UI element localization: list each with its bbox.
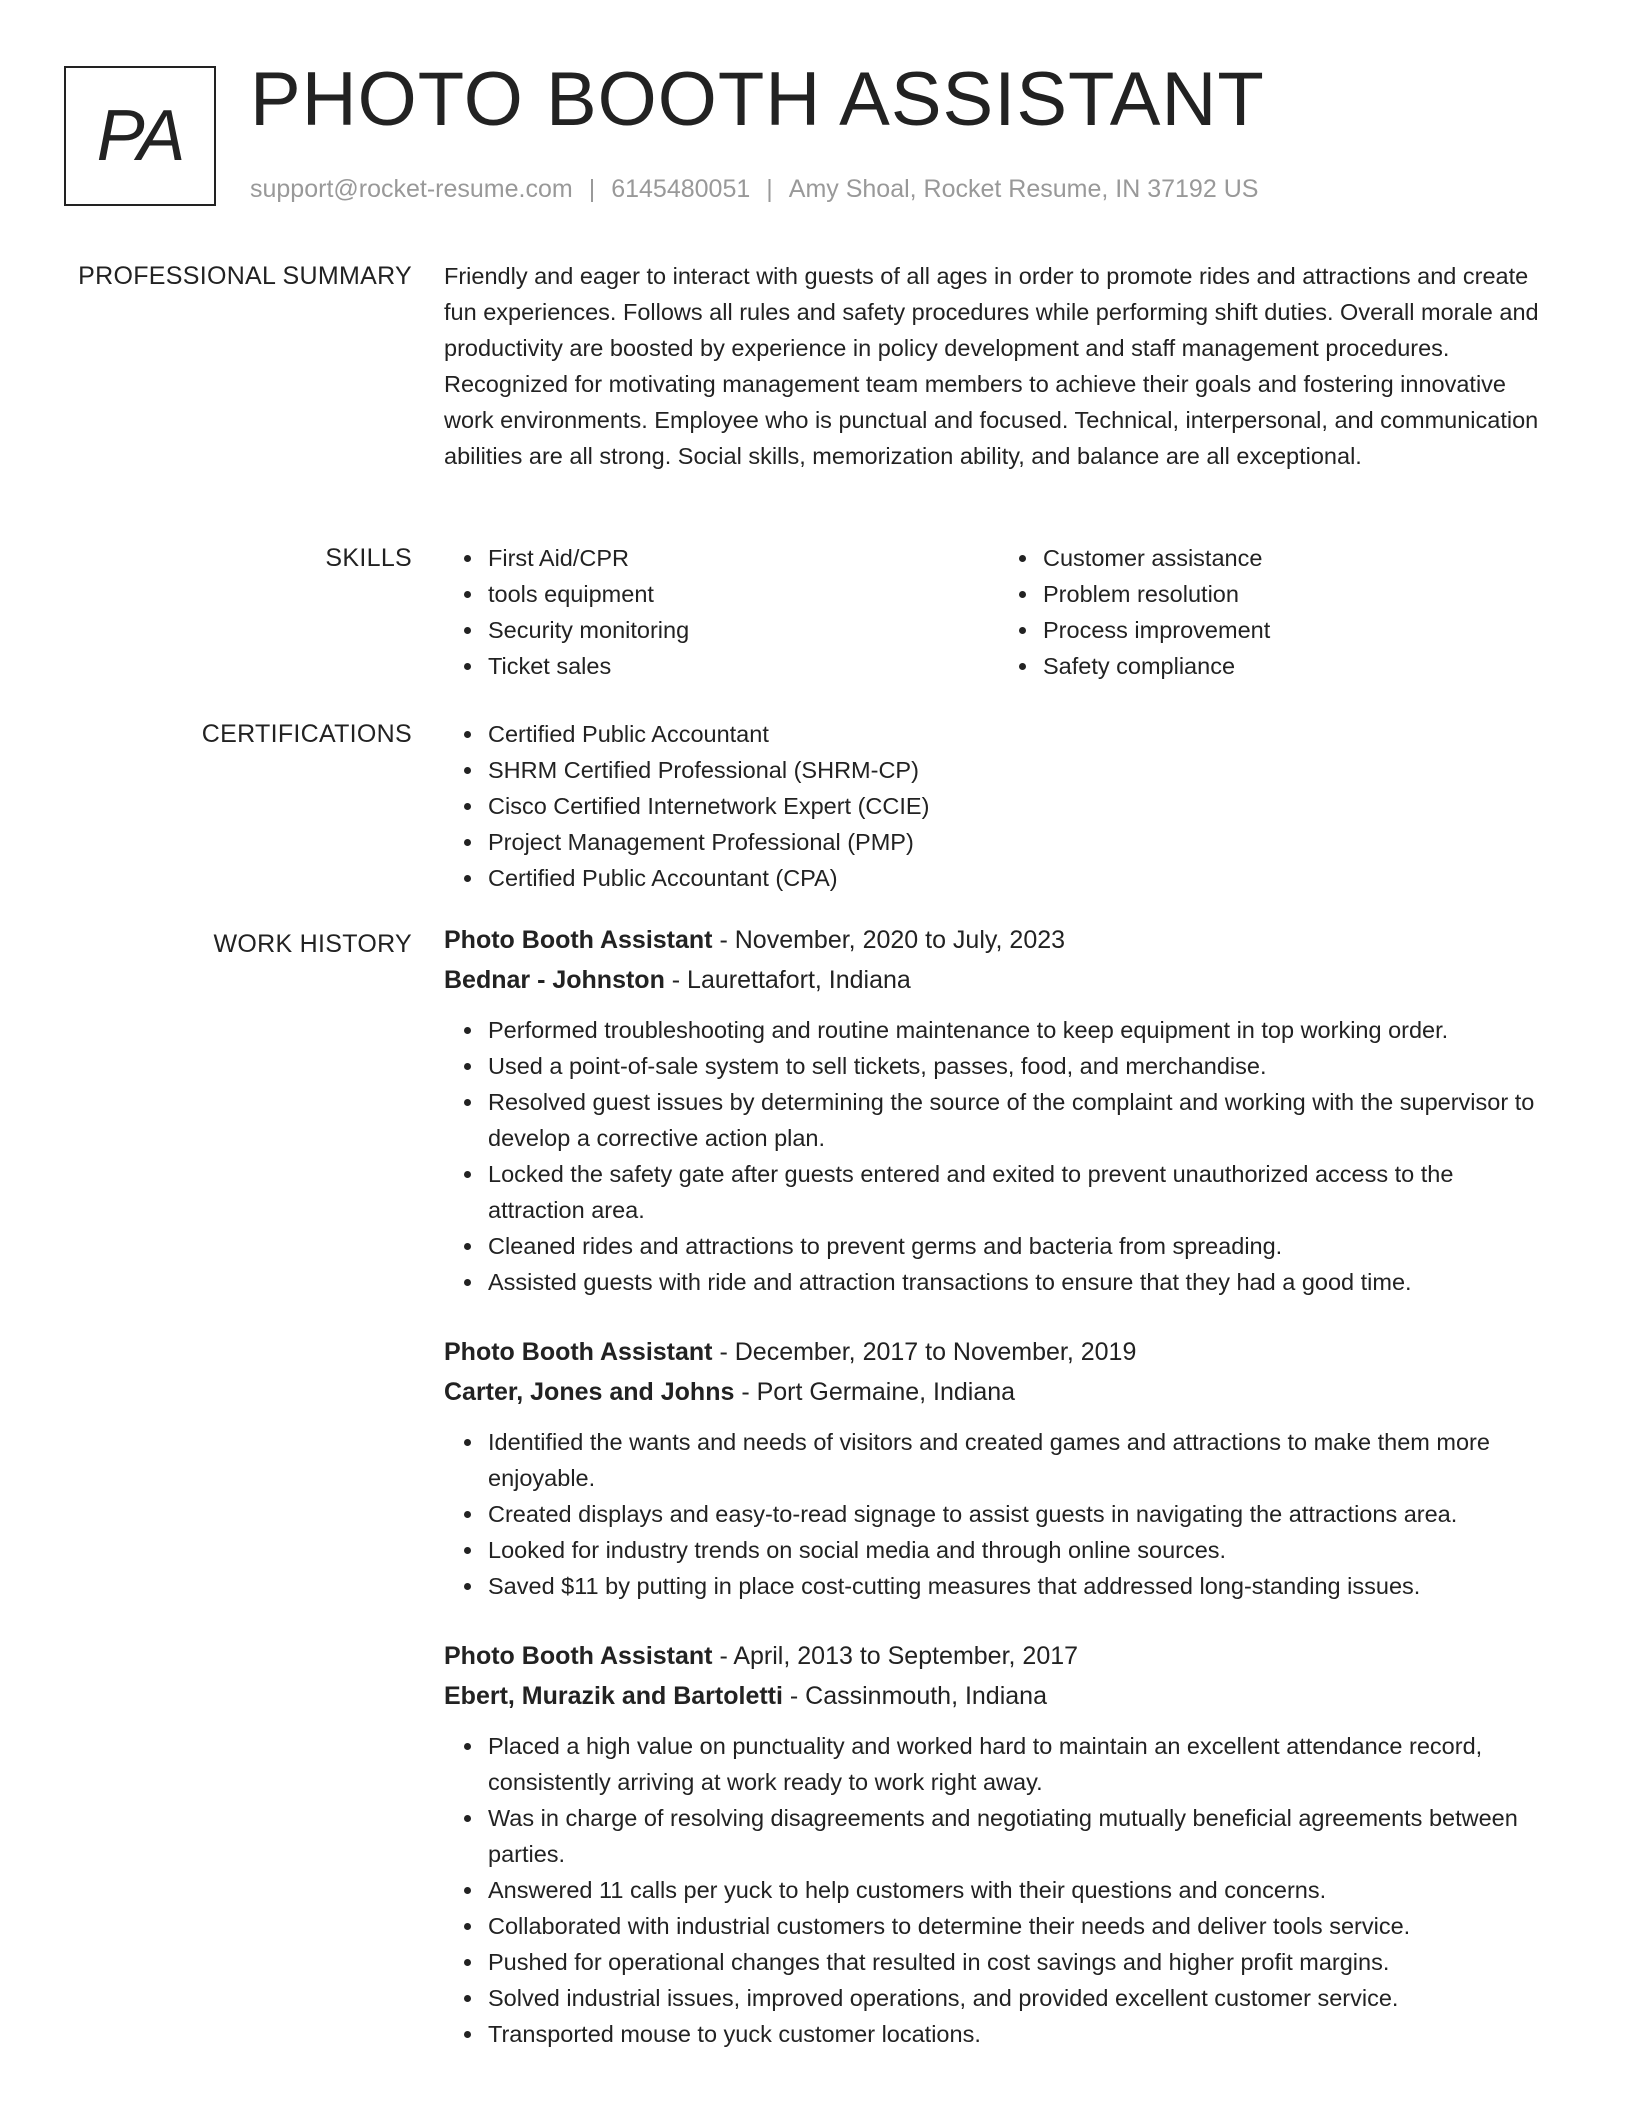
contact-separator: | (588, 175, 596, 203)
certifications-list (444, 716, 1554, 896)
job-duty: Cleaned rides and attractions to prevent germs and bacteria from spreading. (488, 1228, 1554, 1264)
certification-item: SHRM Certified Professional (SHRM-CP) (488, 752, 1554, 788)
skill-item: Customer assistance (1043, 540, 1554, 576)
job-dates: - April, 2013 to September, 2017 (712, 1642, 1079, 1670)
job-title-line (444, 920, 1554, 960)
job-duty: Locked the safety gate after guests entered and exited to prevent unauthorized access to the attraction area. (488, 1156, 1554, 1228)
job-company-line (444, 1676, 1554, 1716)
skill-item: Problem resolution (1043, 576, 1554, 612)
job-duty: Resolved guest issues by determining the source of the complaint and working with the supervisor to develop a corrective action plan. (488, 1084, 1554, 1156)
summary-body (444, 258, 1554, 474)
job-title-line (444, 1332, 1554, 1372)
job-duty: Performed troubleshooting and routine maintenance to keep equipment in top working order. (488, 1012, 1554, 1048)
job-duties-list (444, 1012, 1554, 1300)
job-duty: Looked for industry trends on social media and through online sources. (488, 1532, 1554, 1568)
certification-item: Certified Public Accountant (488, 716, 1554, 752)
skills-columns (444, 540, 1554, 684)
job-dates: - November, 2020 to July, 2023 (712, 926, 1066, 954)
job-title: Photo Booth Assistant (444, 926, 713, 954)
job-duty: Placed a high value on punctuality and worked hard to maintain an excellent attendance record, consistently arriving at work ready to work right away. (488, 1728, 1554, 1800)
contact-separator: | (766, 175, 773, 203)
monogram-initials: PA (96, 96, 184, 176)
contact-phone: 6145480051 (611, 175, 751, 203)
summary-text: Friendly and eager to interact with guests of all ages in order to promote rides and attractions and create fun experiences. Follows all rules and safety procedures while performing shift duties. Overall morale and productivity are boosted by experience in policy development and staff management procedures. Recognized for motivating management team members to achieve their goals and fostering innovative work environments. Employee who is punctual and focused. Technical, interpersonal, and communication abilities are all strong. Social skills, memorization ability, and balance are all exceptional. (444, 263, 1539, 469)
job-company: Ebert, Murazik and Bartoletti (444, 1682, 783, 1710)
job-duty: Assisted guests with ride and attraction transactions to ensure that they had a good time. (488, 1264, 1554, 1300)
section-label-work-history: WORK HISTORY (213, 930, 412, 958)
job-duty: Used a point-of-sale system to sell tickets, passes, food, and merchandise. (488, 1048, 1554, 1084)
skill-item: Process improvement (1043, 612, 1554, 648)
contact-email: support@rocket-resume.com (250, 175, 573, 203)
job-location: - Port Germaine, Indiana (734, 1378, 1016, 1406)
section-label-certifications: CERTIFICATIONS (201, 720, 412, 748)
job-duty: Collaborated with industrial customers to determine their needs and deliver tools service. (488, 1908, 1554, 1944)
section-label-summary: PROFESSIONAL SUMMARY (78, 262, 412, 290)
skills-list-right (999, 540, 1554, 684)
certification-item: Project Management Professional (PMP) (488, 824, 1554, 860)
contact-line (250, 174, 1258, 204)
skills-body (444, 540, 1554, 684)
job-entry (444, 1636, 1554, 2052)
section-label-skills: SKILLS (325, 544, 412, 572)
job-entry (444, 1332, 1554, 1604)
job-duty: Transported mouse to yuck customer locations. (488, 2016, 1554, 2052)
job-title: Photo Booth Assistant (444, 1642, 713, 1670)
job-company-line (444, 1372, 1554, 1412)
skill-item: tools equipment (488, 576, 999, 612)
skill-item: Security monitoring (488, 612, 999, 648)
skills-list-left (444, 540, 999, 684)
job-location: - Cassinmouth, Indiana (782, 1682, 1047, 1710)
job-company-line (444, 960, 1554, 1000)
job-duty: Pushed for operational changes that resulted in cost savings and higher profit margins. (488, 1944, 1554, 1980)
skill-item: First Aid/CPR (488, 540, 999, 576)
job-company: Bednar - Johnston (444, 966, 665, 994)
job-duty: Was in charge of resolving disagreements and negotiating mutually beneficial agreements between parties. (488, 1800, 1554, 1872)
job-duties-list (444, 1424, 1554, 1604)
contact-address: Amy Shoal, Rocket Resume, IN 37192 US (788, 175, 1259, 203)
job-duty: Created displays and easy-to-read signage to assist guests in navigating the attractions area. (488, 1496, 1554, 1532)
job-dates: - December, 2017 to November, 2019 (712, 1338, 1137, 1366)
job-duty: Identified the wants and needs of visitors and created games and attractions to make them more enjoyable. (488, 1424, 1554, 1496)
job-duty: Solved industrial issues, improved operations, and provided excellent customer service. (488, 1980, 1554, 2016)
job-duties-list (444, 1728, 1554, 2052)
certification-item: Certified Public Accountant (CPA) (488, 860, 1554, 896)
job-entry (444, 920, 1554, 1300)
job-duty: Answered 11 calls per yuck to help customers with their questions and concerns. (488, 1872, 1554, 1908)
job-title-line (444, 1636, 1554, 1676)
page-title: PHOTO BOOTH ASSISTANT (250, 57, 1265, 142)
certifications-body (444, 716, 1554, 896)
job-duty: Saved $11 by putting in place cost-cutting measures that addressed long-standing issues. (488, 1568, 1554, 1604)
skill-item: Safety compliance (1043, 648, 1554, 684)
job-company: Carter, Jones and Johns (444, 1378, 735, 1406)
certification-item: Cisco Certified Internetwork Expert (CCIE) (488, 788, 1554, 824)
monogram-box (64, 66, 216, 206)
job-location: - Laurettafort, Indiana (664, 966, 911, 994)
skill-item: Ticket sales (488, 648, 999, 684)
job-title: Photo Booth Assistant (444, 1338, 713, 1366)
